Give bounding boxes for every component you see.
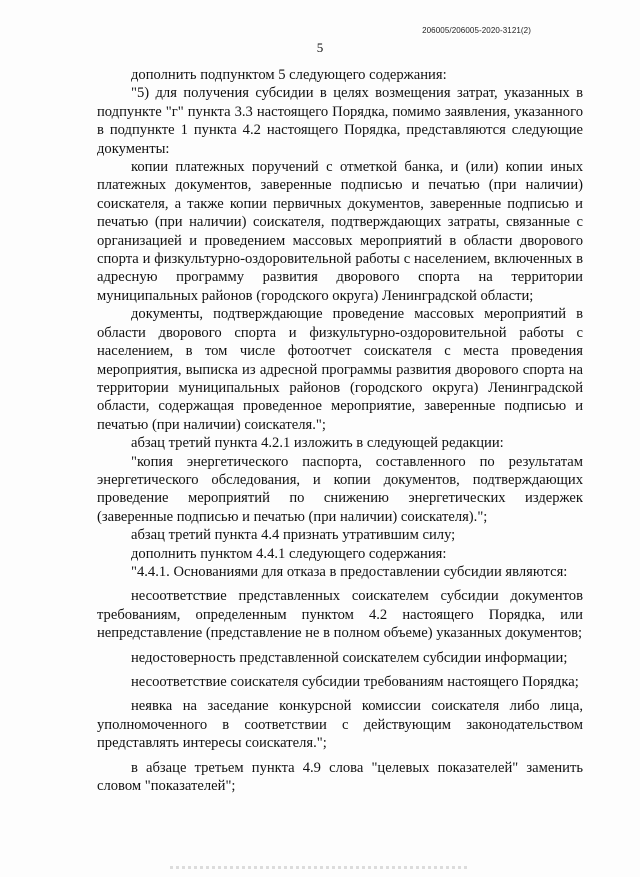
paragraph: неявка на заседание конкурсной комиссии соискателя либо лица, уполномоченного в соответствии с действующим законодательством представлять интересы соискателя."; [97,698,583,752]
document-id: 206005/206005-2020-3121(2) [422,26,531,35]
paragraph: копии платежных поручений с отметкой банка, и (или) копии иных платежных документов, заверенные подписью и печатью (при наличии) соискателя, а также копии первичных документов, заверенные подписью и печатью (при наличии) соискателя, подтверждающих затраты, связанные с организацией и проведением массовых мероприятий в области дворового спорта и физкультурно-оздоровительной работы с населением, включенных в адресную программу развития дворового спорта на территории муниципальных районов (городского округа) Ленинградской области; [97,159,583,304]
paragraph: в абзаце третьем пункта 4.9 слова "целевых показателей" заменить словом "показателей"; [97,759,583,795]
paragraph: "5) для получения субсидии в целях возмещения затрат, указанных в подпункте "г" пункта 3.3 настоящего Порядка, помимо заявления, указанного в подпункте 1 пункта 4.2 настоящего Порядка, представляются следующие документы: [97,85,583,157]
paragraph: абзац третий пункта 4.4 признать утратившим силу; [131,527,456,544]
paragraph: дополнить пунктом 4.4.1 следующего содержания: [131,545,447,562]
document-body [97,66,583,795]
paragraph: документы, подтверждающие проведение массовых мероприятий в области дворового спорта и физкультурно-оздоровительной работы с населением, в том числе фотоотчет соискателя с места проведения мероприятия, выписка из адресной программы развития дворового спорта на территории муниципальных районов (городского округа) Ленинградской области, содержащая проведенное мероприятие, заверенные подписью и печатью (при наличии) соискателя."; [97,306,583,433]
paragraph: дополнить подпунктом 5 следующего содержания: [131,67,447,83]
paragraph: "копия энергетического паспорта, составленного по результатам энергетического обследования, и копии документов, подтверждающих проведение мероприятий по снижению энергетических издержек (заверенные подписью и печатью (при наличии) соискателя)."; [97,453,583,525]
paragraph: абзац третий пункта 4.2.1 изложить в следующей редакции: [131,435,504,452]
paragraph: несоответствие представленных соискателем субсидии документов требованиям, определенным пунктом 4.2 настоящего Порядка, или непредставление (представление не в полном объеме) указанных документов; [97,588,583,642]
page-number: 5 [316,40,324,55]
paragraph: несоответствие соискателя субсидии требованиям настоящего Порядка; [131,674,579,690]
scan-artifact [170,866,470,869]
paragraph: недостоверность представленной соискателем субсидии информации; [131,649,568,666]
paragraph: "4.4.1. Основаниями для отказа в предоставлении субсидии являются: [131,563,568,580]
